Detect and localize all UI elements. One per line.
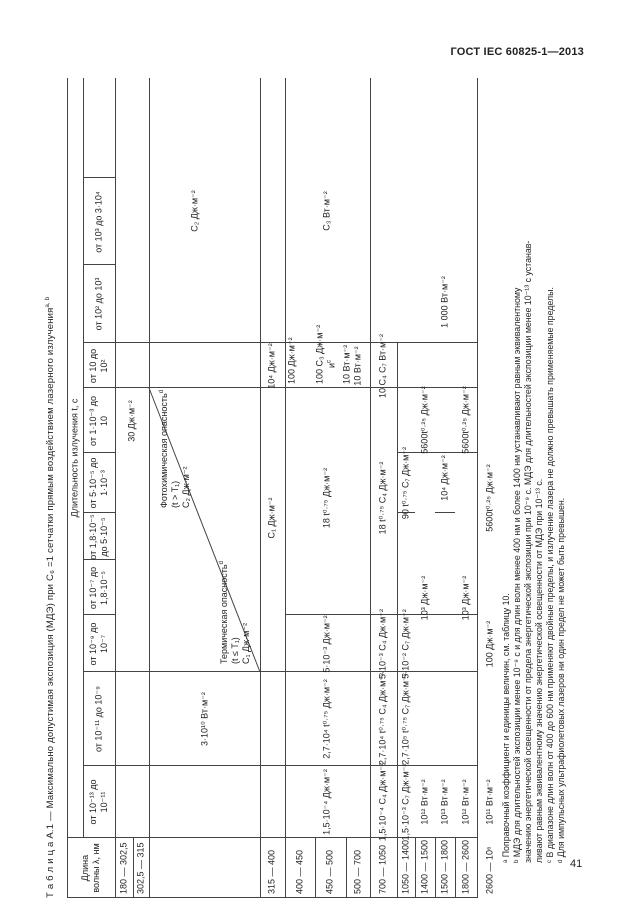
value-cell: 90 t⁰·⁷⁵ C₇ Дж·м⁻² [400,446,411,520]
value-cell: 10 C₄ C₇ Вт·м⁻² [377,333,388,399]
header-duration: Длительность излучения t, с [69,398,80,518]
value-cell: 100 C₃ Дж·м⁻² [314,324,325,384]
header-col-1: от 10⁻¹³ до 10⁻¹¹ [88,779,109,825]
header-col-5: от 1,8·10⁻⁵ до 5·10⁻⁵ [88,514,109,560]
value-cell: 2,7·10⁴ t⁰·⁷⁵ Дж·м⁻² [321,679,332,759]
value-cell: 5600t⁰·²⁵ Дж·м⁻² [484,464,495,532]
value-cell: 10 Вт·м⁻² [341,344,352,384]
value-cell: 10¹² Вт·м⁻² [460,779,471,825]
row-wavelength: 302,5 — 315 [135,842,146,894]
value-cell: 10⁴ Дж·м⁻² [266,343,277,389]
row-wavelength: 180 — 302,5 [118,842,129,894]
header-col-10: от 10³ до 3·10⁴ [93,191,104,253]
rotated-table-area [45,78,566,898]
value-cell: 1 000 Вт·м⁻² [439,276,450,328]
header-col-9: от 10² до 10³ [93,277,104,331]
footnote: значению энергетической освещенности от предела энергетической экспозиции при 10⁻⁹ с. МДЭ для длительностей экспозиции менее 10⁻¹³ с устанав- [523,240,533,863]
row-wavelength: 315 — 400 [266,849,277,894]
value-cell: 5·10⁻³ C₄ Дж·м⁻² [377,609,388,679]
row-wavelength: 1400 — 1500 [419,839,430,894]
value-cell: 1,5·10⁻³ C₇ Дж·м⁻² [400,763,411,841]
row-wavelength: 1800 — 2600 [460,839,471,894]
value-cell: 2,7·10⁵ t⁰·⁷⁵ C₇ Дж·м⁻² [400,673,411,765]
value-cell: 5600t⁰·²⁵ Дж·м⁻² [419,386,430,454]
footnote: ᵃ Поправочный коэффициент и единицы величин, см. таблицу 10. [501,593,511,863]
value-cell: 10¹¹ Вт·м⁻² [484,779,495,825]
row-wavelength: 700 — 1050 [377,844,388,894]
row-wavelength: 500 — 700 [352,849,363,894]
value-cell: 5600t⁰·²⁵ Дж·м⁻² [460,386,471,454]
mpe-table [45,78,545,898]
header-col-6: от 5·10⁻⁵ до 1·10⁻³ [88,457,109,509]
value-cell: 5·10⁻² C₇ Дж·м⁻² [400,609,411,679]
footnote: ᵈ Для импульсных ультрафиолетовых лазеров ни один предел не может быть превышен. [556,497,566,863]
footnote: ᶜ В диапазоне длин волн от 400 до 600 нм применяют двойные пределы, и излучение лазера не должно превышать применяемые пределы. [545,287,555,863]
value-cell: C₁ Дж·м⁻² [266,497,277,539]
header-col-2: от 10⁻¹¹ до 10⁻⁹ [93,685,104,753]
header-col-4: от 10⁻⁷ до 1,8·10⁻⁵ [88,566,109,610]
row-wavelength: 2600 — 10⁶ [484,846,495,894]
value-cell: 30 Дж·м⁻² [126,400,137,442]
page-number: 41 [570,858,583,870]
header-col-7: от 1·10⁻³ до 10 [88,396,109,446]
thermal-hazard: Термическая опасность$^d$ (t ≤ T₁) C₁ Дж·м⁻² [218,561,251,664]
value-cell: 1,5·10⁻⁴ C₄ Дж·м⁻² [377,762,388,842]
standard-header: ГОСТ IEC 60825-1—2013 [450,46,584,58]
row-wavelength: 1500 — 1800 [439,839,450,894]
value-cell: 100 Дж·м⁻² [286,337,297,384]
value-cell: 10¹³ Вт·м⁻² [439,779,450,825]
value-cell: C₃ Вт·м⁻² [321,191,332,231]
footnote: ᵇ МДЭ для длительностей экспозиции менее 10⁻⁹ с и для длин волн менее 400 нм и более 1400 нм устанавливают равным эквивалентному [512,287,522,863]
value-cell: 10³ Дж·м⁻² [460,575,471,621]
value-cell: C₂ Дж·м⁻² [189,190,200,232]
value-cell: 10 Вт·м⁻² [352,346,363,386]
header-col-3: от 10⁻⁹ до 10⁻⁷ [88,622,109,666]
photochemical-hazard: Фотохимическая опасность$^d$ (t > T₁) C₂ Дж·м⁻² [158,389,191,508]
value-cell: 5·10⁻³ Дж·м⁻² [321,615,332,673]
value-cell: 2,7·10⁴ t⁰·⁷⁵ C₄ Дж·м⁻² [377,672,388,766]
value-cell: 10³ Дж·м⁻² [419,575,430,621]
value-cell: 100 Дж·м⁻² [484,620,495,668]
row-wavelength: 1050 — 1400 [400,839,411,894]
value-cell: 18 t⁰·⁷⁵ C₄ Дж·м⁻² [377,461,388,535]
hazard-divider-line [45,78,545,898]
value-cell: 18 t⁰·⁷⁵ Дж·м⁻² [321,467,332,529]
row-wavelength: 450 — 500 [324,849,335,894]
footnote: ливают равным эквивалентному значению энергетической освещенности от МДЭ при 10⁻¹³ с. [534,478,544,863]
header-wavelength: Длина волны λ, нм [80,843,101,893]
table-caption: Т а б л и ц а A.1 — Максимально допустимая экспозиция (МДЭ) при C₆ =1 сетчатки прямым воздействием лазерного излучения$^{a, b}$ [45,296,57,898]
row-wavelength: 400 — 450 [294,849,305,894]
value-cell: 3·10¹⁰ Вт·м⁻² [199,692,210,746]
value-cell: 1,5·10⁻⁴ Дж·м⁻² [321,769,332,835]
value-cell: $и^c$ [326,359,337,368]
header-col-8: от 10 до 10² [88,348,109,384]
value-cell: 10¹² Вт·м⁻² [419,779,430,825]
value-cell: 10⁴ Дж·м⁻² [439,455,450,501]
